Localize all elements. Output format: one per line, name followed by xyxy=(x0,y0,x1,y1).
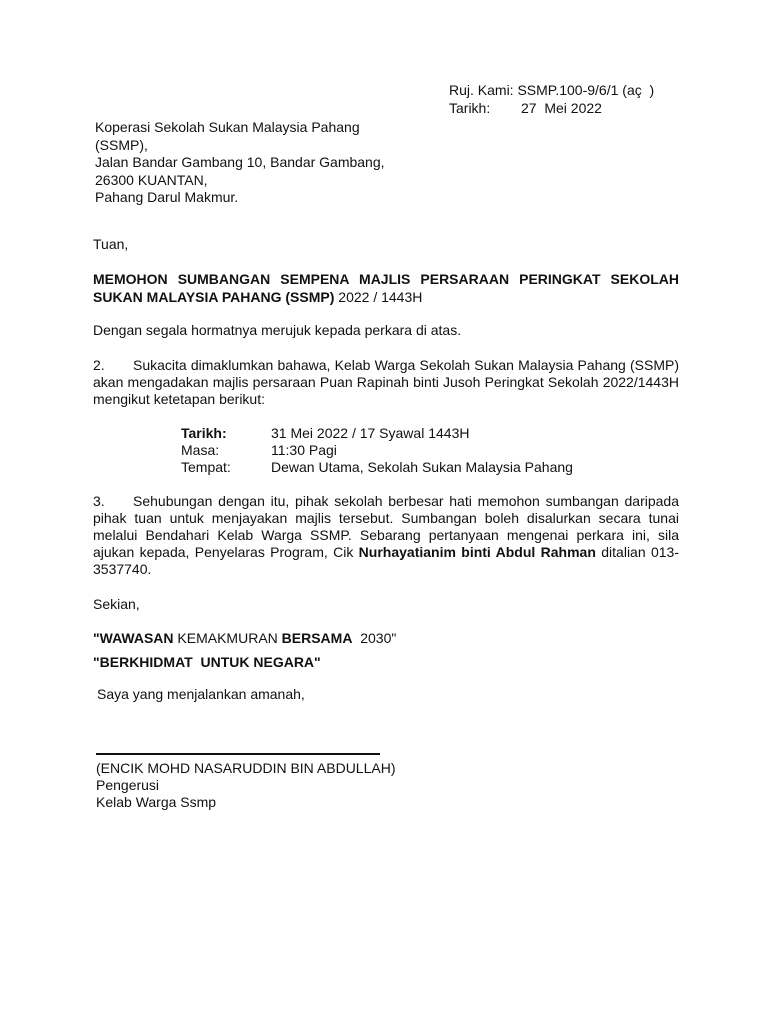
paragraph-text: Sehubungan dengan itu, pihak sekolah berbesar hati memohon sumbangan daripada pihak tuan untuk menjayakan majlis tersebut. Sumbangan boleh disalurkan secara tunai melalui Bendahari Kelab Warga SSMP. Sebarang pertanyaan mengenai perkara ini, sila ajukan kepada, Penyelaras Program, Cik xyxy=(93,493,679,560)
address-line: Pahang Darul Makmur. xyxy=(95,189,239,205)
detail-label: Tempat: xyxy=(181,459,231,475)
address-line: Koperasi Sekolah Sukan Malaysia Pahang xyxy=(95,119,360,135)
subject-bold: MEMOHON SUMBANGAN SEMPENA MAJLIS PERSARAAN PERINGKAT SEKOLAH SUKAN MALAYSIA PAHANG (SSMP) xyxy=(93,271,679,305)
address-line: (SSMP), xyxy=(95,136,148,153)
motto-part: KEMAKMURAN xyxy=(173,630,282,646)
detail-value: 11:30 Pagi xyxy=(271,442,337,458)
date-value: 27 Mei 2022 xyxy=(521,100,602,116)
subject-year: 2022 / 1443H xyxy=(334,289,423,305)
signatory-block xyxy=(96,760,396,811)
paragraph-number: 2. xyxy=(93,357,105,373)
detail-label: Tarikh: xyxy=(181,425,227,441)
signatory-title: Pengerusi xyxy=(96,777,160,793)
salutation: Tuan, xyxy=(93,236,129,252)
recipient-address xyxy=(95,119,385,207)
motto-part: 2030" xyxy=(352,630,397,646)
coordinator-name: Nurhayatianim binti Abdul Rahman xyxy=(358,544,596,560)
detail-value: Dewan Utama, Sekolah Sukan Malaysia Pahang xyxy=(271,459,573,475)
date-line xyxy=(449,100,602,117)
date-label: Tarikh: xyxy=(449,100,491,116)
detail-label: Masa: xyxy=(181,442,220,458)
paragraph-text-end: ditalian 013-3537740. xyxy=(93,544,679,577)
paragraph-number: 3. xyxy=(93,493,105,509)
subject-heading xyxy=(93,270,679,306)
paragraph-3 xyxy=(93,493,679,578)
motto-wawasan xyxy=(93,630,396,647)
signatory-name: (ENCIK MOHD NASARUDDIN BIN ABDULLAH) xyxy=(96,760,396,776)
motto-part: BERSAMA xyxy=(281,630,353,646)
motto-berkhidmat: "BERKHIDMAT UNTUK NEGARA" xyxy=(93,654,321,670)
address-line: 26300 KUANTAN, xyxy=(95,171,208,188)
motto-part: "WAWASAN xyxy=(93,630,174,646)
reference-number: SSMP.100-9/6/1 (aç ) xyxy=(517,82,655,98)
signatory-organization: Kelab Warga Ssmp xyxy=(96,794,217,810)
paragraph-2 xyxy=(93,357,679,408)
closing: Sekian, xyxy=(93,596,140,612)
reference-label: Ruj. Kami: xyxy=(449,82,514,98)
trust-line: Saya yang menjalankan amanah, xyxy=(97,686,305,702)
detail-value: 31 Mei 2022 / 17 Syawal 1443H xyxy=(271,425,470,441)
paragraph-text: Sukacita dimaklumkan bahawa, Kelab Warga Sekolah Sukan Malaysia Pahang (SSMP) akan mengadakan majlis persaraan Puan Rapinah binti Jusoh Peringkat Sekolah 2022/1443H mengikut ketetapan berikut: xyxy=(93,357,679,407)
address-line: Jalan Bandar Gambang 10, Bandar Gambang, xyxy=(95,154,385,170)
reference-number-line xyxy=(449,82,654,99)
signature-line xyxy=(96,753,380,755)
intro-paragraph: Dengan segala hormatnya merujuk kepada perkara di atas. xyxy=(93,322,462,338)
